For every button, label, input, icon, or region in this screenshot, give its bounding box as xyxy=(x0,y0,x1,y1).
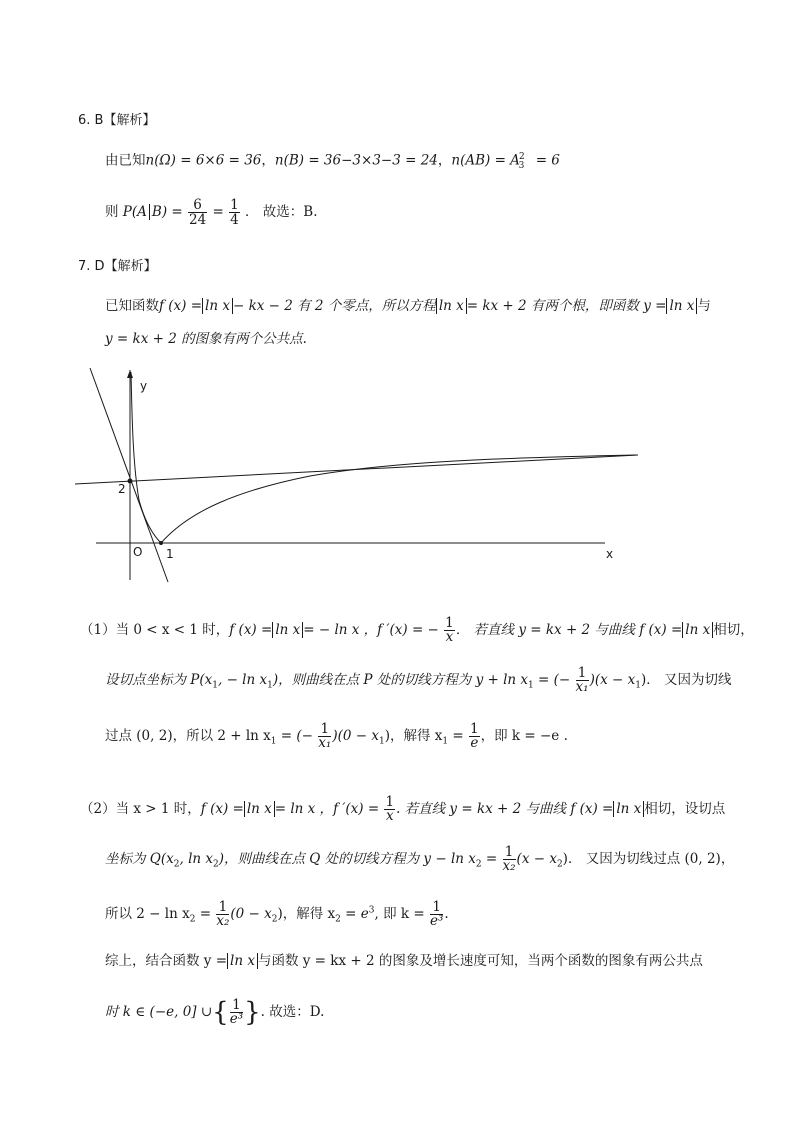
q6-eq-b: n(B) = 36−3×3−3 = 24 xyxy=(274,152,438,169)
c2-slope-frac xyxy=(503,845,516,874)
q6-frac-6-24 xyxy=(188,198,207,227)
c2l2-b: , ln x xyxy=(179,850,213,867)
c2l3-a: 所以 2 − ln x xyxy=(105,905,190,922)
q7-case1-line1 xyxy=(80,616,754,645)
c1l3-e: )，解得 x xyxy=(384,727,443,744)
c2l3-h-num: 1 xyxy=(430,900,443,915)
q7-case2-line2: 坐标为 $Q(x_2$, $\ln x_2$)，则曲线在点 Q 处的切线方程为 $y - \ln x_2$ = $\frac{1}{\text{x₂}}(x - x_2)$． 又因为切线过点 (0, 2)， xyxy=(105,844,735,875)
c2l3-c-den: x₂ xyxy=(216,913,230,930)
tick-label-1: 1 xyxy=(166,547,174,561)
c1-x1-frac xyxy=(469,722,480,751)
q7-case1-line3: 过点 (0, 2)，所以 $2 + \ln x_1$ = (− $\frac{1}{\text{x₁}})(0 - x_1)$，解得 $x_1$ = $\frac{1}{e}$，即 k = −e . xyxy=(105,721,568,752)
q6-frac-1-4 xyxy=(229,198,240,227)
q7-answer: D xyxy=(94,259,105,274)
q6-line1: 由已知n(Ω) = 6×6 = 36，n(B) = 36−3×3−3 = 24，$n(AB) = A^2_3 = 6$ xyxy=(105,152,560,172)
c2l1-h: ln x xyxy=(616,800,642,817)
c1l3-b: = (− xyxy=(276,727,313,744)
c1l1-f-den: x xyxy=(445,629,454,646)
y-axis-label: y xyxy=(140,379,148,393)
q6-conclusion: ． 故选：B. xyxy=(244,204,318,221)
q7-graph xyxy=(60,360,660,590)
c2-eq-frac xyxy=(216,900,229,929)
q6-cond-prob-b: B) = xyxy=(151,204,183,221)
concl1-c: 与函数 y = kx + 2 的图象及增长速度可知，当两个函数的图象有两公共点 xyxy=(257,953,703,969)
q6-line1-prefix: 由已知 xyxy=(105,152,146,169)
c1-eq-frac xyxy=(318,722,331,751)
c1l2-f: )(x − x xyxy=(589,671,636,688)
c2l3-b: = xyxy=(195,905,212,922)
c1l1-c: ln x xyxy=(275,621,301,638)
c2l3-i: . xyxy=(444,905,449,922)
q6-eq-ab-sub: 3 xyxy=(518,161,525,172)
c2-deriv-frac xyxy=(384,795,395,824)
concl1-a: 综上，结合函数 y = xyxy=(105,953,228,969)
q7-intro-b: f (x) = xyxy=(159,298,203,314)
point-1-0 xyxy=(159,541,163,545)
c2l1-a: （2）当 x > 1 时， xyxy=(80,800,201,817)
q6-analysis-tag: 【解析】 xyxy=(103,113,156,128)
c2l1-b: f (x) = xyxy=(200,800,244,817)
q7-intro-d: − kx − 2 有 2 个零点，所以方程 xyxy=(232,298,436,314)
c2l1-g: . 若直线 y = kx + 2 与曲线 f (x) = xyxy=(396,800,614,817)
q7-intro-a: 已知函数 xyxy=(105,298,159,314)
concl-frac xyxy=(230,998,243,1027)
c2l3-c-num: 1 xyxy=(216,900,229,915)
c1l2-d: = (− xyxy=(533,671,571,688)
q7-intro-g: ln x xyxy=(669,298,695,314)
q6-eq-ab-post: = 6 xyxy=(531,152,560,169)
q7-header xyxy=(78,260,157,273)
concl2-a: 时 k ∈ (−e, 0] ∪ xyxy=(105,1003,213,1020)
c2l3-e: )，解得 x xyxy=(277,905,336,922)
c2l3-g: , 即 k = xyxy=(374,905,425,922)
c1l2-b: , − ln x xyxy=(218,671,268,688)
c2l1-c: ln x xyxy=(246,800,272,817)
c2l1-f-den: x xyxy=(385,808,394,825)
c2l1-f-num: 1 xyxy=(385,794,395,810)
q6-frac1-den: 24 xyxy=(189,212,207,229)
c2l2-g: )． 又因为切线过点 (0, 2)， xyxy=(562,850,735,867)
c1l1-h: ln x xyxy=(685,621,711,638)
c1l1-g: ． 若直线 y = kx + 2 与曲线 f (x) = xyxy=(455,621,683,638)
q6-header xyxy=(78,114,155,127)
q6-eq-ab-sup: 2 xyxy=(518,152,525,162)
q6-frac2-num: 1 xyxy=(230,197,239,213)
c2-k-frac xyxy=(430,900,443,929)
y-axis-arrow xyxy=(127,370,133,378)
c1l2-e-den: x₁ xyxy=(575,679,589,696)
q7-intro-h: 与 xyxy=(697,298,711,314)
c2l3-h-den: e³ xyxy=(429,913,444,930)
q6-line2-prefix: 则 xyxy=(105,204,119,221)
q7-conclusion-line1 xyxy=(105,955,703,969)
origin-label: O xyxy=(133,545,143,559)
q6-eq-omega: n(Ω) = 6×6 = 36 xyxy=(145,152,262,169)
c2l1-d: = ln x ， xyxy=(274,800,334,817)
c2l2-d: = xyxy=(481,850,498,867)
tangent-line-k-neg-e xyxy=(90,368,168,582)
c1-slope-frac xyxy=(576,666,589,695)
point-0-2 xyxy=(128,479,133,484)
c2l2-c: )，则曲线在点 Q 处的切线方程为 y − ln x xyxy=(218,850,476,867)
q7-intro-e: ln x xyxy=(438,298,464,314)
c2l2-e-den: x₂ xyxy=(502,858,516,875)
q7-case1-line2: 设切点坐标为 $P(x_1$, − $\ln x_1$)，则曲线在点 P 处的切线方程为 $y + \ln x_1$ = (− $\frac{1}{\text{x₁}})(x - x_1)$． 又因为切线 xyxy=(105,665,732,696)
c1l2-a: 设切点坐标为 P(x xyxy=(105,671,213,688)
c2l2-f: (x − x xyxy=(516,850,557,867)
x-axis-label: x xyxy=(606,547,614,561)
q6-answer: B xyxy=(94,113,104,128)
concl1-b: ln x xyxy=(230,953,255,969)
q6-frac2-den: 4 xyxy=(230,212,239,229)
tick-label-2: 2 xyxy=(118,482,126,496)
left-brace: { xyxy=(212,997,229,1028)
right-brace: } xyxy=(244,997,261,1028)
c2l1-i: 相切，设切点 xyxy=(644,800,726,817)
c1l2-g: )． 又因为切线 xyxy=(640,671,732,688)
q7-intro-f: = kx + 2 有两个根，即函数 y = xyxy=(466,298,667,314)
abs-ln-curve-left xyxy=(131,372,161,543)
c1l2-e-num: 1 xyxy=(576,666,589,681)
c1l1-d: = − ln x ， xyxy=(303,621,378,638)
c1l1-i: 相切， xyxy=(713,621,754,638)
c1-deriv-frac xyxy=(444,616,455,645)
q7-case2-line1 xyxy=(80,795,725,824)
q6-number: 6. xyxy=(78,113,91,128)
c1l3-c-den: x₁ xyxy=(318,735,332,752)
c1l2-c: )，则曲线在点 P 处的切线方程为 y + ln x xyxy=(272,671,529,688)
c1l3-h: ，即 k = −e . xyxy=(480,727,568,744)
c2l2-a: 坐标为 Q(x xyxy=(105,850,174,867)
c2l3-f: = e xyxy=(340,905,369,922)
c1l3-a: 过点 (0, 2)，所以 2 + ln x xyxy=(105,727,271,744)
c1l3-d: )(0 − x xyxy=(332,727,379,744)
q7-case2-line3: 所以 $2 - \ln x_2$ = $\frac{1}{\text{x₂}}(0 - x_2)$，解得 $x_2 = e^3$, 即 k = $\frac{1}{\text{e³}}$. xyxy=(105,899,449,930)
q6-cond-prob-a: P(A xyxy=(122,204,147,221)
concl2-b-num: 1 xyxy=(230,998,243,1013)
c1l3-g-den: e xyxy=(470,735,479,752)
c2l2-e-num: 1 xyxy=(503,845,516,860)
q7-intro-line2 xyxy=(105,333,307,347)
q6-line2: 则 P(A B) = $\frac{6}{24}$ = $\frac{1}{4}$ ． 故选：B. xyxy=(105,197,318,229)
c1l3-f: = xyxy=(448,727,464,744)
q7-intro-c: ln x xyxy=(205,298,230,314)
c1l3-g-num: 1 xyxy=(470,721,479,737)
c2l3-d: (0 − x xyxy=(230,905,272,922)
c1l1-f-num: 1 xyxy=(445,615,454,631)
q7-intro-2: y = kx + 2 的图象有两个公共点. xyxy=(105,331,307,347)
q7-number: 7. xyxy=(78,259,91,274)
q6-eq-ab: n(AB) = A xyxy=(451,152,520,169)
c1l1-a: （1）当 0 < x < 1 时， xyxy=(80,621,230,638)
q7-analysis-tag: 【解析】 xyxy=(104,259,157,274)
q7-conclusion-line2 xyxy=(105,998,324,1027)
c1l3-c-num: 1 xyxy=(318,722,331,737)
q6-frac1-num: 6 xyxy=(188,198,207,213)
q7-intro-line1 xyxy=(105,300,711,314)
concl2-b-den: e³ xyxy=(229,1011,244,1028)
c1l1-e: f ′(x) = − xyxy=(377,621,439,638)
concl2-c: . 故选：D. xyxy=(260,1003,325,1020)
c1l1-b: f (x) = xyxy=(229,621,273,638)
abs-ln-curve-right xyxy=(161,455,638,543)
c2l1-e: f ′(x) = xyxy=(333,800,380,817)
